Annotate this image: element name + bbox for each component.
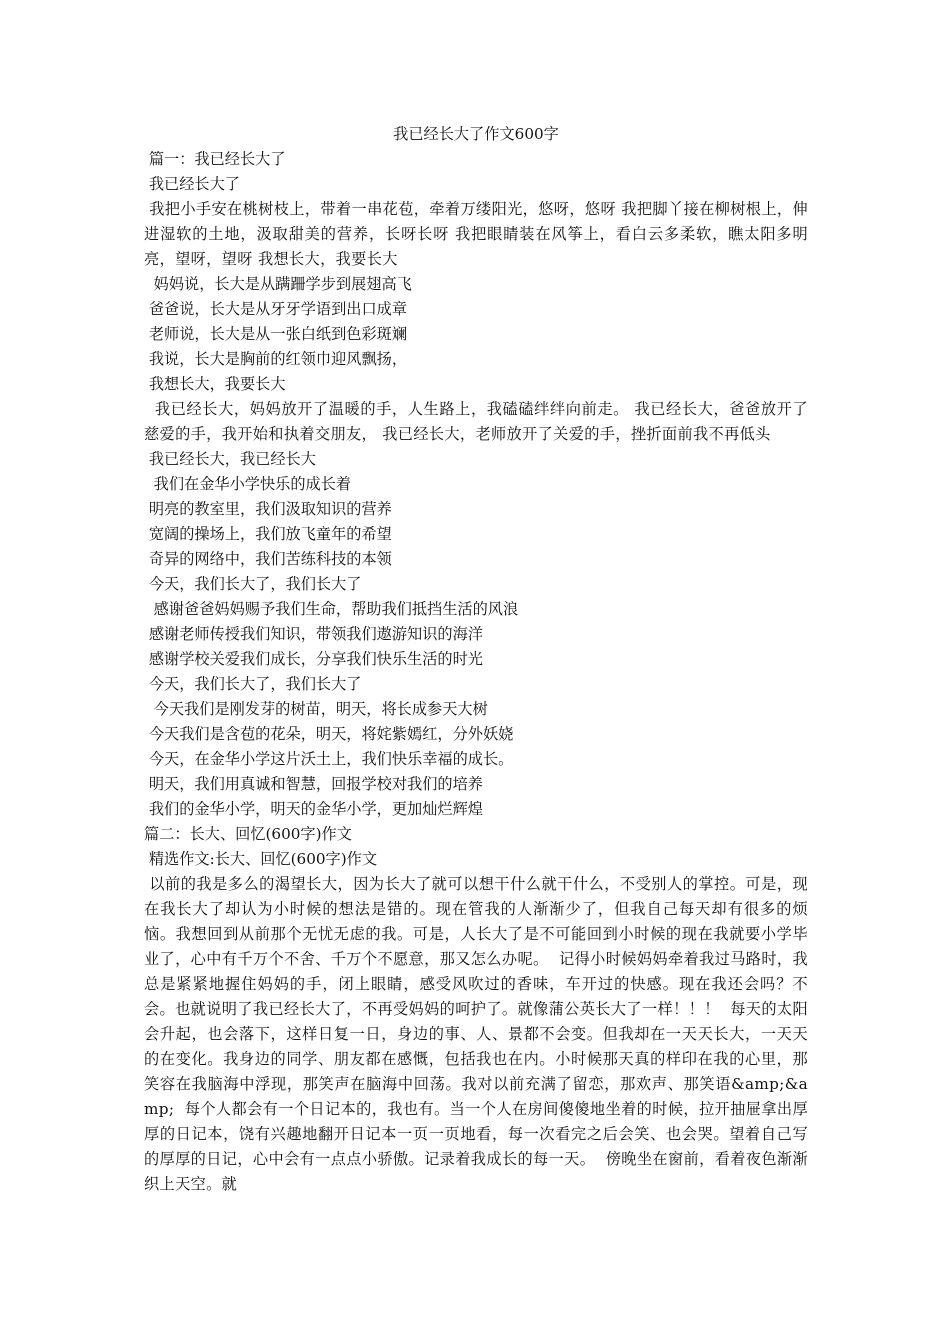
section-heading: 篇二：长大、回忆(600字)作文 [144, 825, 352, 843]
text-line: 宽阔的操场上，我们放飞童年的希望 [144, 525, 392, 543]
paragraph: 我把小手安在桃树枝上，带着一串花苞，牵着万缕阳光，悠呀，悠呀 我把脚丫接在柳树根上，伸进湿软的土地，汲取甜美的营养，长呀长呀 我把眼睛装在风筝上，看白云多柔软，瞧太阳多明亮，望呀，望呀 我想长大，我要长大 [144, 200, 808, 268]
text-line: 我们的金华小学，明天的金华小学，更加灿烂辉煌 [144, 800, 483, 818]
text-line: 今天我们是刚发芽的树苗，明天，将长成参天大树 [144, 700, 488, 718]
text-line: 我们在金华小学快乐的成长着 [144, 475, 352, 493]
paragraph: 以前的我是多么的渴望长大，因为长大了就可以想干什么就干什么，不受别人的掌控。可是，现在我长大了却认为小时候的想法是错的。现在管我的人渐渐少了，但我自己每天却有很多的烦恼。我想回到从前那个无忧无虑的我。可是，人长大了是不可能回到小时候的现在我就要小学毕业了，心中有千万个不舍、千万个不愿意，那又怎么办呢。 记得小时候妈妈牵着我过马路时，我总是紧紧地握住妈妈的手，闭上眼睛，感受风吹过的香味，车开过的快感。现在我还会吗？不会。也就说明了我已经长大了，不再受妈妈的呵护了。就像蒲公英长大了一样！！！ 每天的太阳会升起，也会落下，这样日复一日，身边的事、人、景都不会变。但我却在一天天长大，一天天的在变化。我身边的同学、朋友都在感慨，包括我也在内。小时候那天真的样印在我的心里，那笑容在我脑海中浮现，那笑声在脑海中回荡。我对以前充满了留恋，那欢声、那笑语&amp;&amp; 每个人都会有一个日记本的，我也有。当一个人在房间傻傻地坐着的时候，拉开抽屉拿出厚厚的日记本，饶有兴趣地翻开日记本一页一页地看，每一次看完之后会笑、也会哭。望着自己写的厚厚的日记，心中会有一点点小骄傲。记录着我成长的每一天。 傍晚坐在窗前，看着夜色渐渐织上天空。就 [144, 875, 808, 1193]
text-line: 明亮的教室里，我们汲取知识的营养 [144, 500, 392, 518]
text-line: 老师说，长大是从一张白纸到色彩斑斓 [144, 325, 408, 343]
text-line: 今天，在金华小学这片沃土上，我们快乐幸福的成长。 [144, 750, 514, 768]
text-line: 今天，我们长大了，我们长大了 [144, 575, 362, 593]
text-line: 我已经长大，我已经长大 [144, 450, 316, 468]
text-line: 奇异的网络中，我们苦练科技的本领 [144, 550, 392, 568]
text-line: 今天，我们长大了，我们长大了 [144, 675, 362, 693]
text-line: 今天我们是含苞的花朵，明天，将姹紫嫣红，分外妖娆 [144, 725, 514, 743]
text-line: 明天，我们用真诚和智慧，回报学校对我们的培养 [144, 775, 483, 793]
section-heading: 篇一：我已经长大了 [144, 150, 286, 168]
document-title: 我已经长大了作文600字 [393, 125, 559, 143]
paragraph: 我已经长大，妈妈放开了温暖的手，人生路上，我磕磕绊绊向前走。 我已经长大，爸爸放开了慈爱的手，我开始和执着交朋友， 我已经长大，老师放开了关爱的手，挫折面前我不再低头 [144, 400, 808, 443]
text-line: 感谢老师传授我们知识，带领我们遨游知识的海洋 [144, 625, 483, 643]
text-line: 我想长大，我要长大 [144, 375, 286, 393]
section-subtitle: 我已经长大了 [144, 175, 240, 193]
text-line: 我说，长大是胸前的红领巾迎风飘扬， [144, 350, 408, 368]
section-subtitle: 精选作文:长大、回忆(600字)作文 [144, 850, 378, 868]
text-line: 感谢学校关爱我们成长，分享我们快乐生活的时光 [144, 650, 483, 668]
text-line: 爸爸说，长大是从牙牙学语到出口成章 [144, 300, 408, 318]
text-line: 妈妈说，长大是从蹒跚学步到展翅高飞 [144, 275, 412, 293]
document-page [144, 122, 808, 1197]
text-line: 感谢爸爸妈妈赐予我们生命，帮助我们抵挡生活的风浪 [144, 600, 519, 618]
